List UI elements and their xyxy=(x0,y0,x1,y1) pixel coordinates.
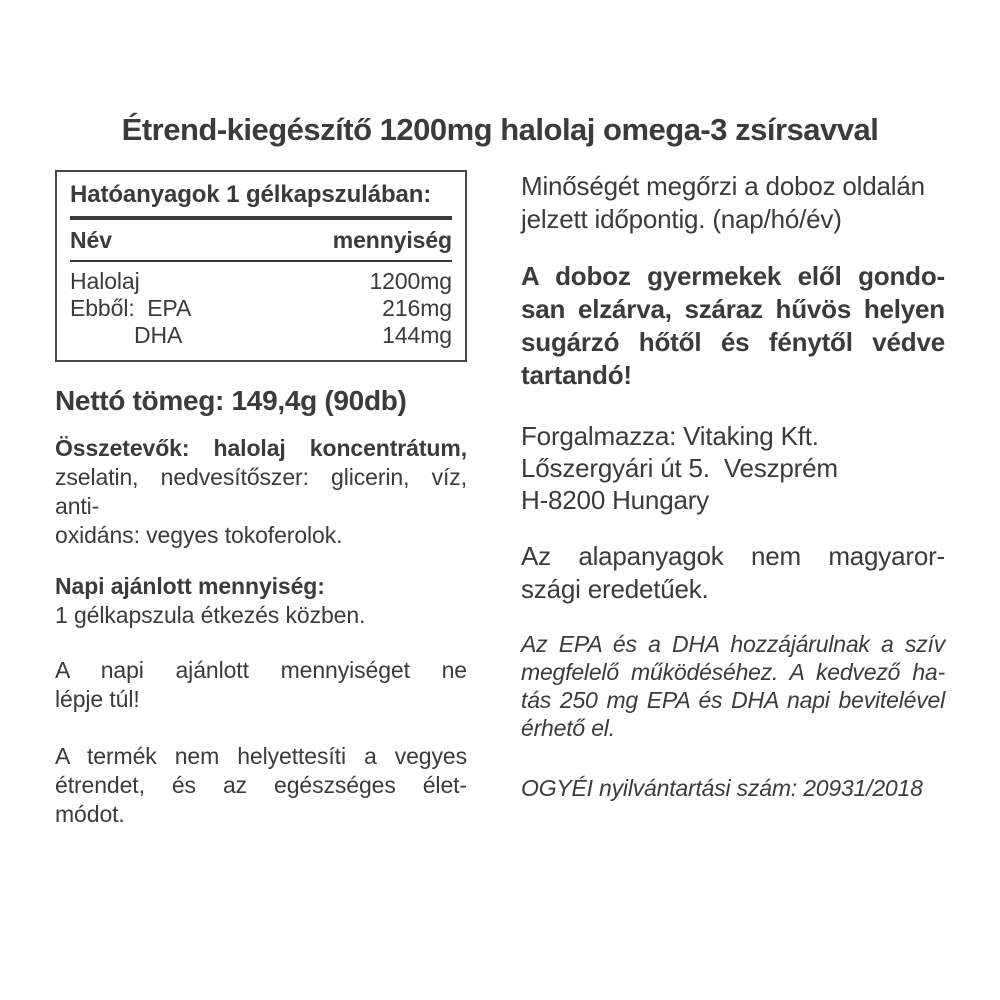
expiry-paragraph xyxy=(521,170,945,236)
ingredients-paragraph xyxy=(55,434,467,550)
registration-number xyxy=(521,774,945,802)
ingredient-amount: 1200mg xyxy=(369,268,452,294)
diet-note-paragraph xyxy=(55,742,467,829)
health-claim-line: érhető el. xyxy=(521,715,615,741)
ingredient-amount: 216mg xyxy=(382,295,452,321)
health-claim-line: tás 250 mg EPA és DHA napi bevitelével xyxy=(521,687,945,713)
diet-note-line: étrendet, és az egészséges élet- xyxy=(55,772,467,798)
origin-line: Az alapanyagok nem magyaror- xyxy=(521,541,945,571)
page-title: Étrend-kiegészítő 1200mg halolaj omega-3 zsírsavval xyxy=(121,112,879,147)
origin-line: szági eredetűek. xyxy=(521,574,709,604)
daily-dose-heading: Napi ajánlott mennyiség: xyxy=(55,573,325,599)
ingredient-name: Halolaj xyxy=(70,268,140,294)
distributor-line: H-8200 Hungary xyxy=(521,485,709,515)
storage-warning-paragraph xyxy=(521,260,945,392)
ingredient-name: Ebből: EPA xyxy=(70,295,192,321)
table-row xyxy=(70,268,452,295)
daily-dose-line: 1 gélkapszula étkezés közben. xyxy=(55,602,366,628)
table-row xyxy=(70,322,452,349)
storage-line: A doboz gyermekek elől gondo- xyxy=(521,261,945,291)
daily-dose-paragraph xyxy=(55,572,467,630)
distributor-paragraph xyxy=(521,420,945,516)
storage-line: sugárzó hőtől és fénytől védve xyxy=(521,327,945,357)
warning-line: lépje túl! xyxy=(55,686,140,712)
ingredient-name: DHA xyxy=(134,322,183,348)
expiry-line: Minőségét megőrzi a doboz oldalán xyxy=(521,171,925,201)
expiry-line: jelzett időpontig. (nap/hó/év) xyxy=(521,204,842,234)
health-claim-line: megfelelő működéséhez. A kedvező ha- xyxy=(521,659,945,685)
dose-warning-paragraph xyxy=(55,656,467,714)
column-header-name: Név xyxy=(70,227,112,253)
left-column xyxy=(55,170,467,829)
storage-line: san elzárva, száraz hűvös helyen xyxy=(521,294,945,324)
diet-note-line: módot. xyxy=(55,801,125,827)
divider-thick xyxy=(70,216,452,220)
registration-line: OGYÉI nyilvántartási szám: 20931/2018 xyxy=(521,775,923,801)
ingredients-line: zselatin, nedvesítőszer: glicerin, víz, anti- xyxy=(55,464,467,519)
table-header-row xyxy=(70,226,452,254)
table-title: Hatóanyagok 1 gélkapszulában: xyxy=(70,181,432,208)
table-row xyxy=(70,295,452,322)
column-header-amount: mennyiség xyxy=(332,227,452,253)
net-weight: Nettó tömeg: 149,4g (90db) xyxy=(55,385,407,416)
active-ingredients-table xyxy=(55,170,467,362)
distributor-line: Forgalmazza: Vitaking Kft. xyxy=(521,421,819,451)
distributor-line: Lőszergyári út 5. Veszprém xyxy=(521,453,838,483)
right-column xyxy=(521,170,945,829)
health-claim-paragraph xyxy=(521,630,945,742)
label-columns xyxy=(55,170,945,829)
origin-paragraph xyxy=(521,540,945,606)
diet-note-line: A termék nem helyettesíti a vegyes xyxy=(55,743,467,769)
ingredients-line: Összetevők: halolaj koncentrátum, xyxy=(55,435,467,461)
ingredient-amount: 144mg xyxy=(382,322,452,348)
storage-line: tartandó! xyxy=(521,360,632,390)
divider-thin xyxy=(70,260,452,262)
warning-line: A napi ajánlott mennyiséget ne xyxy=(55,657,467,683)
health-claim-line: Az EPA és a DHA hozzájárulnak a szív xyxy=(521,631,945,657)
ingredients-line: oxidáns: vegyes tokoferolok. xyxy=(55,522,343,548)
